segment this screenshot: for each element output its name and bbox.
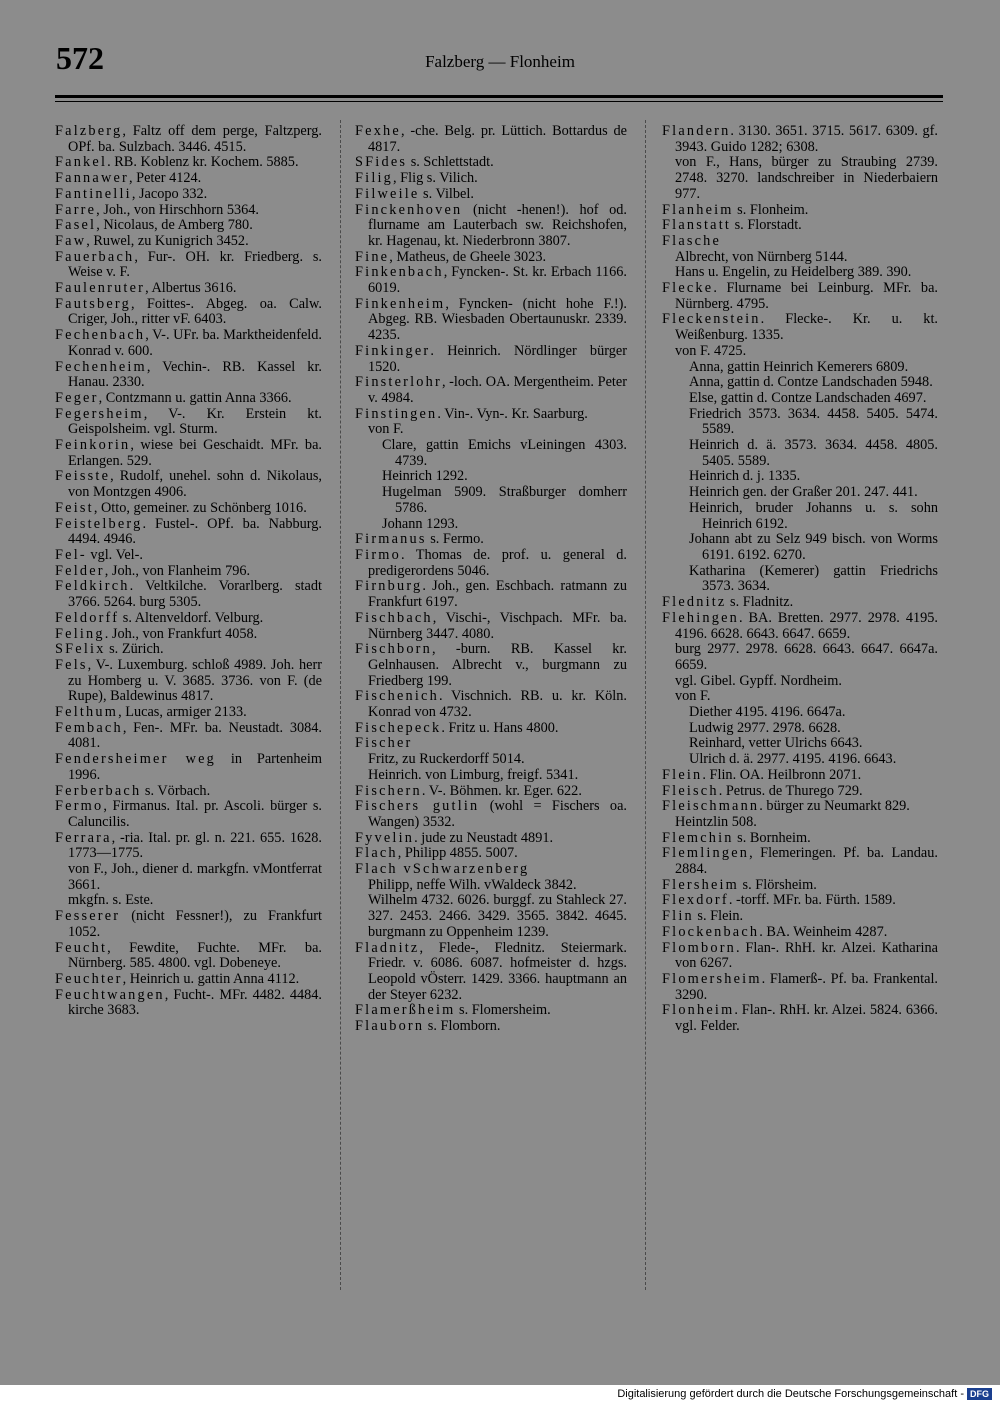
entry-text: . Flan-. RhH. kr. Alzei. 5824. 6366. vgl. Felder.: [675, 1002, 938, 1035]
entry-headword: Feist: [55, 499, 94, 516]
index-entry: [355, 611, 627, 642]
index-entry: [55, 831, 322, 862]
entry-text: s. Flomborn.: [424, 1018, 501, 1035]
entry-text: , Rudolf, unehel. sohn d. Nikolaus, von Montzgen 4906.: [68, 468, 322, 501]
index-subentry: von F., Joh., diener d. markgfn. vMontferrat 3661.: [68, 861, 322, 893]
entry-text: , Flig s. Vilich.: [393, 170, 478, 187]
index-subentry: Ulrich d. ä. 2977. 4195. 4196. 6643.: [689, 751, 897, 768]
index-entry: [662, 846, 938, 877]
index-entry: [55, 752, 322, 783]
entry-text: . 3130. 3651. 3715. 5617. 6309. gf. 3943. Guido 1282; 6308.: [675, 123, 938, 155]
index-subentry: von F., Hans, bürger zu Straubing 2739. 2748. 3270. landschreiber in Niederbaiern 977.: [675, 154, 938, 202]
index-entry: [55, 988, 322, 1019]
entry-text: s. Altenveldorf. Velburg.: [119, 609, 264, 626]
entry-headword: Feistelberg: [55, 515, 143, 532]
entry-text: . bürger zu Neumarkt 829.: [759, 798, 910, 815]
index-entry: [355, 721, 627, 737]
index-entry: [355, 689, 627, 720]
entry-headword: Fine: [355, 248, 390, 265]
entry-text: . Vischnich. RB. u. kr. Köln. Konrad von 4732.: [368, 688, 627, 721]
entry-text: . BA. Bretten. 2977. 2978. 4195. 4196. 6628. 6643. 6647. 6659.: [675, 609, 938, 642]
index-subentry: Friedrich 3573. 3634. 4458. 5405. 5474. 5589.: [689, 405, 938, 438]
entry-text: , Peter 4124.: [128, 170, 202, 187]
entry-headword: Ferrara: [55, 829, 112, 846]
entry-headword: Feuchtwangen: [55, 986, 165, 1003]
entry-headword: Fladnitz: [355, 939, 420, 956]
index-subentry: Albrecht, von Nürnberg 5144.: [675, 248, 848, 265]
entry-text: , Albertus 3616.: [145, 280, 237, 297]
entry-headword: Fleckenstein: [662, 311, 761, 328]
entry-headword: Fautsberg: [55, 295, 131, 312]
index-entry: [355, 784, 627, 800]
entry-headword: Fegersheim: [55, 405, 144, 422]
entry-headword: Faulenruter: [55, 280, 146, 297]
entry-text: . V-. Böhmen. kr. Eger. 622.: [421, 782, 582, 799]
entry-headword: Feger: [55, 389, 99, 406]
entry-text: , Vechin-. RB. Kassel kr. Hanau. 2330.: [68, 358, 322, 391]
entry-text: . BA. Weinheim 4287.: [759, 923, 888, 940]
index-entry: [355, 736, 627, 752]
entry-text: , Heinrich u. gattin Anna 4112.: [122, 970, 300, 987]
index-entry: [355, 155, 627, 171]
entry-text: . Thomas de. prof. u. general d. predigerordens 5046.: [368, 546, 627, 579]
entry-headword: Feuchter: [55, 970, 123, 987]
entry-text: s. Fladnitz.: [726, 594, 794, 611]
entry-headword: Flomborn: [662, 939, 736, 956]
entry-text: . -torff. MFr. ba. Fürth. 1589.: [728, 892, 896, 909]
index-entry: [355, 846, 627, 862]
index-entry: [55, 941, 322, 972]
entry-text: . Flamerß-. Pf. ba. Frankental. 3290.: [675, 970, 938, 1003]
index-entry: [662, 878, 938, 894]
entry-headword: Finkenbach: [355, 264, 444, 281]
index-subentry: Heinrich d. j. 1335.: [689, 468, 801, 485]
entry-text: . Flurname bei Leinburg. MFr. ba. Nürnberg. 4795.: [675, 280, 938, 312]
entry-text: , Flemeringen. Pf. ba. Landau. 2884.: [675, 845, 938, 878]
index-entry: [355, 203, 627, 250]
entry-headword: Fechenheim: [55, 358, 147, 375]
index-column-1: [55, 124, 322, 1019]
index-subentry: Katharina (Kemerer) gattin Friedrichs 3573. 3634.: [689, 562, 938, 595]
index-entry: [55, 972, 322, 988]
entry-headword: Firmanus: [355, 531, 427, 548]
entry-text: . Fritz u. Hans 4800.: [441, 719, 559, 736]
entry-headword: Fexhe: [355, 123, 401, 139]
entry-headword: Flemlingen: [662, 845, 750, 862]
entry-text: s. Florstadt.: [731, 217, 802, 234]
index-subentry: mkgfn. s. Este.: [68, 892, 154, 909]
index-entry: [355, 124, 627, 155]
index-subentry: Philipp, neffe Wilh. vWaldeck 3842.: [368, 876, 577, 893]
entry-text: , Philipp 4855. 5007.: [397, 845, 518, 862]
index-entry: [55, 705, 322, 721]
entry-headword: Flockenbach: [662, 923, 760, 940]
index-entry: [55, 611, 322, 627]
entry-text: , Firmanus. Ital. pr. Ascoli. bürger s. Caluncilis.: [68, 798, 322, 830]
entry-headword: Flandern: [662, 123, 731, 139]
index-entry: [55, 297, 322, 328]
entry-headword: Fauerbach: [55, 248, 135, 265]
entry-headword: Felder: [55, 562, 105, 579]
entry-headword: Ferberbach: [55, 782, 142, 799]
index-subentry: Heintzlin 508.: [675, 813, 757, 830]
entry-text: , Faltz off dem perge, Faltzperg. OPf. ba. Sulzbach. 3446. 4515.: [68, 123, 322, 155]
index-subentry: Johann abt zu Selz 949 bisch. von Worms 6191. 6192. 6270.: [689, 531, 938, 563]
index-entry: [55, 721, 322, 752]
index-subentry: Heinrich, bruder Johanns u. s. sohn Heinrich 6192.: [689, 499, 938, 532]
entry-headword: Fischern: [355, 782, 422, 799]
index-entry: [55, 407, 322, 438]
index-entry: [662, 972, 938, 1003]
entry-headword: Flamerßheim: [355, 1002, 456, 1019]
entry-text: in Partenheim 1996.: [68, 751, 322, 783]
entry-headword: Fasel: [55, 217, 97, 234]
entry-text: vgl. Vel-.: [86, 546, 143, 563]
entry-headword: Firnburg: [355, 578, 423, 595]
entry-text: , -che. Belg. pr. Lüttich. Bottardus de 4817.: [368, 123, 627, 155]
index-entry: [55, 564, 322, 580]
index-subentry: Diether 4195. 4196. 6647a.: [689, 704, 846, 721]
index-entry: [55, 124, 322, 155]
entry-headword: Flin: [662, 908, 694, 925]
index-entry: [55, 203, 322, 219]
entry-text: s. Flonheim.: [733, 201, 809, 218]
entry-text: , Nicolaus, de Amberg 780.: [96, 217, 253, 234]
index-entry: [55, 250, 322, 281]
entry-headword: Flach vSchwarzenberg: [355, 861, 530, 878]
index-subentry: Heinrich gen. der Graßer 201. 247. 441.: [689, 484, 918, 501]
index-entry: [55, 187, 322, 203]
entry-headword: Fischer: [355, 735, 413, 752]
entry-text: . Joh., von Frankfurt 4058.: [104, 625, 258, 642]
entry-text: s. Zürich.: [105, 641, 164, 658]
entry-text: , Fucht-. MFr. 4482. 4484. kirche 3683.: [68, 986, 322, 1019]
entry-text: s. Fermo.: [426, 531, 484, 548]
entry-headword: Fel-: [55, 546, 87, 563]
index-entry: [662, 281, 938, 312]
index-subentry: Else, gattin d. Contze Landschaden 4697.: [689, 389, 927, 406]
index-subentry: vgl. Gibel. Gypff. Nordheim.: [675, 672, 842, 689]
index-entry: [662, 893, 938, 909]
index-subentry: Hugelman 5909. Straßburger domherr 5786.: [382, 484, 627, 516]
index-entry: [355, 941, 627, 1004]
index-entry: [355, 297, 627, 344]
entry-headword: Fankel: [55, 154, 108, 171]
index-subentry: Johann 1293.: [382, 515, 459, 532]
index-entry: [55, 391, 322, 407]
index-entry: [355, 250, 627, 266]
entry-text: s. Bornheim.: [733, 829, 811, 846]
entry-headword: Fannawer: [55, 170, 129, 187]
index-entry: [662, 234, 938, 250]
index-entry: [355, 375, 627, 406]
entry-text: . Veltkilche. Vorarlberg. stadt 3766. 5264. burg 5305.: [68, 578, 322, 611]
entry-text: . Petrus. de Thurego 729.: [718, 782, 863, 799]
index-entry: [662, 799, 938, 815]
index-entry: [355, 548, 627, 579]
index-subentry: Heinrich 1292.: [382, 468, 468, 485]
entry-headword: Flomersheim: [662, 970, 762, 987]
index-entry: [662, 203, 938, 219]
entry-text: . RB. Koblenz kr. Kochem. 5885.: [107, 154, 299, 171]
entry-text: , Fen-. MFr. ba. Neustadt. 3084. 4081.: [68, 719, 322, 752]
entry-headword: Fels: [55, 656, 88, 673]
index-subentry: Anna, gattin Heinrich Kemerers 6809.: [689, 358, 909, 375]
entry-text: (nicht -henen!). hof od. flurname am Lauterbach sw. Reichshofen, kr. Hagenau, kt. Niederbronn 3807.: [368, 201, 627, 249]
index-entry: [55, 627, 322, 643]
index-entry: [662, 218, 938, 234]
index-entry: [662, 784, 938, 800]
column-separator: [645, 120, 646, 1290]
entry-headword: Finsterlohr: [355, 374, 442, 391]
entry-text: , Fewdite, Fuchte. MFr. ba. Nürnberg. 585. 4800. vgl. Dobeneye.: [68, 939, 322, 972]
index-entry: [662, 1003, 938, 1034]
index-subentry: von F. 4725.: [675, 342, 747, 359]
entry-headword: Flexdorf: [662, 892, 729, 909]
index-entry: [55, 360, 322, 391]
index-entry: [55, 579, 322, 610]
dfg-logo: DFG: [967, 1388, 992, 1400]
entry-text: , Matheus, de Gheele 3023.: [389, 248, 547, 265]
entry-headword: Flecke: [662, 280, 714, 297]
index-entry: [55, 234, 322, 250]
index-subentry: von F.: [675, 688, 711, 705]
header-rule-thin: [55, 101, 943, 102]
entry-text: , Fur-. OH. kr. Friedberg. s. Weise v. F.: [68, 248, 322, 281]
index-entry: [662, 909, 938, 925]
index-subentry: von F.: [368, 421, 404, 438]
index-entry: [355, 265, 627, 296]
entry-headword: Fendersheimer weg: [55, 751, 217, 768]
entry-text: , Vischi-, Vischpach. MFr. ba. Nürnberg 3447. 4080.: [368, 609, 627, 642]
index-entry: [55, 799, 322, 830]
index-subentry: Heinrich d. ä. 3573. 3634. 4458. 4805. 5405. 5589.: [689, 437, 938, 469]
index-entry: [55, 281, 322, 297]
index-subentry: burg 2977. 2978. 6628. 6643. 6647. 6647a. 6659.: [675, 641, 938, 673]
entry-text: , Contzmann u. gattin Anna 3366.: [98, 389, 292, 406]
index-entry: [662, 312, 938, 343]
column-separator: [340, 120, 341, 1290]
index-subentry: Hans u. Engelin, zu Heidelberg 389. 390.: [675, 264, 912, 281]
entry-headword: Finstingen: [355, 405, 438, 422]
entry-headword: Fischepeck: [355, 719, 442, 736]
entry-headword: Flach: [355, 845, 398, 862]
entry-text: , V-. Luxemburg. schloß 4989. Joh. herr zu Homberg u. V. 3685. 3736. von F. (de Rupe), Baldewinus 4817.: [68, 656, 322, 705]
index-entry: [55, 155, 322, 171]
entry-text: , Joh., von Hirschhorn 5364.: [96, 201, 259, 218]
entry-headword: Flanheim: [662, 201, 734, 218]
entry-headword: Faw: [55, 232, 87, 249]
page-number: 572: [56, 40, 104, 76]
index-subentry: Clare, gattin Emichs vLeiningen 4303. 4739.: [382, 437, 627, 469]
index-entry: [662, 611, 938, 642]
entry-headword: Flanstatt: [662, 217, 732, 234]
index-entry: [355, 187, 627, 203]
index-entry: [355, 799, 627, 830]
index-entry: [55, 784, 322, 800]
index-subentry: Heinrich. von Limburg, freigf. 5341.: [368, 766, 579, 783]
entry-text: , Ruwel, zu Kunigrich 3452.: [86, 232, 249, 249]
entry-headword: Fischenich: [355, 688, 439, 705]
index-entry: [55, 658, 322, 705]
index-entry: [55, 642, 322, 658]
index-entry: [55, 469, 322, 500]
index-subentry: Reinhard, vetter Ulrichs 6643.: [689, 735, 863, 752]
entry-text: . Heinrich. Nördlinger bürger 1520.: [368, 342, 627, 375]
index-entry: [355, 344, 627, 375]
entry-headword: Fischers gutlin: [355, 798, 480, 815]
index-entry: [662, 768, 938, 784]
entry-headword: Flemchin: [662, 829, 734, 846]
index-subentry: Wilhelm 4732. 6026. burggf. zu Stahleck 27. 327. 2453. 2466. 3429. 3565. 3842. 4645. burgmann zu Oppenheim 1239.: [368, 892, 627, 940]
entry-text: , Flede-, Flednitz. Steiermark. Friedr. v. 6086. 6087. hofmeister d. hzgs. Leopold vÖsterr. 1429. 3366. hauptmann an der Steyer 6232.: [368, 939, 627, 1003]
entry-headword: Finkenheim: [355, 295, 446, 312]
index-column-3: [662, 124, 938, 1035]
entry-text: . jude zu Neustadt 4891.: [414, 829, 554, 846]
entry-headword: Filweile: [355, 185, 420, 202]
index-entry: [662, 831, 938, 847]
footer-credit: [617, 1388, 992, 1400]
index-entry: [662, 595, 938, 611]
index-entry: [55, 438, 322, 469]
index-subentry: Ludwig 2977. 2978. 6628.: [689, 719, 841, 736]
index-entry: [355, 642, 627, 689]
entry-headword: Fischborn: [355, 641, 432, 658]
index-subentry: Fritz, zu Ruckerdorff 5014.: [368, 751, 525, 768]
entry-text: s. Flein.: [693, 908, 744, 925]
header-rule-thick: [55, 95, 943, 98]
entry-headword: Felthum: [55, 704, 119, 721]
entry-text: (wohl = Fischers oa. Wangen) 3532.: [368, 798, 628, 830]
index-entry: [55, 328, 322, 359]
index-entry: [355, 1003, 627, 1019]
entry-text: , Jacopo 332.: [131, 185, 208, 202]
index-entry: [55, 517, 322, 548]
index-entry: [662, 925, 938, 941]
entry-headword: SFides: [355, 154, 408, 171]
entry-headword: Flednitz: [662, 594, 727, 611]
entry-headword: Flasche: [662, 232, 722, 249]
entry-headword: Feling: [55, 625, 105, 642]
entry-text: , wiese bei Geschaidt. MFr. ba. Erlangen. 529.: [68, 437, 322, 469]
index-subentry: Anna, gattin d. Contze Landschaden 5948.: [689, 374, 933, 391]
entry-text: , V-. UFr. ba. Marktheidenfeld. Konrad v. 600.: [68, 327, 322, 359]
entry-headword: Finkinger: [355, 342, 431, 359]
entry-text: s. Schlettstadt.: [407, 154, 494, 171]
entry-headword: Flersheim: [662, 876, 739, 893]
entry-headword: Flein: [662, 766, 703, 783]
index-entry: [55, 909, 322, 940]
entry-headword: Falzberg: [55, 123, 123, 139]
index-entry: [355, 579, 627, 610]
index-entry: [55, 171, 322, 187]
index-column-2: [355, 124, 627, 1035]
entry-headword: Feisste: [55, 468, 111, 485]
entry-text: , Lucas, armiger 2133.: [118, 704, 247, 721]
entry-text: (nicht Fessner!), zu Frankfurt 1052.: [68, 908, 322, 940]
entry-text: . Vin-. Vyn-. Kr. Saarburg.: [437, 405, 588, 422]
entry-headword: Fesserer: [55, 908, 121, 925]
entry-headword: Fantinelli: [55, 185, 132, 202]
entry-headword: Firmo: [355, 546, 401, 563]
footer-text: Digitalisierung gefördert durch die Deutsche Forschungsgemeinschaft -: [617, 1388, 964, 1400]
entry-text: s. Flörsheim.: [738, 876, 817, 893]
entry-text: , Foittes-. Abgeg. oa. Calw. Criger, Joh., ritter vF. 6403.: [68, 295, 322, 328]
entry-headword: SFelix: [55, 641, 106, 658]
entry-text: s. Vilbel.: [419, 185, 474, 202]
entry-headword: Feinkorin: [55, 437, 131, 454]
entry-text: s. Flomersheim.: [455, 1002, 551, 1019]
entry-text: . Flin. OA. Heilbronn 2071.: [702, 766, 862, 783]
entry-text: , V-. Kr. Erstein kt. Geispolsheim. vgl. Sturm.: [68, 405, 322, 438]
entry-text: s. Vörbach.: [141, 782, 211, 799]
entry-headword: Feldkirch: [55, 578, 130, 595]
entry-text: , -ria. Ital. pr. gl. n. 221. 655. 1628. 1773—1775.: [68, 829, 322, 862]
entry-headword: Flauborn: [355, 1018, 425, 1035]
entry-text: , Fyncken- (nicht hohe F.!). Abgeg. RB. Wiesbaden Obertaunuskr. 2339. 4235.: [368, 295, 627, 344]
index-entry: [355, 831, 627, 847]
entry-headword: Fyvelin: [355, 829, 415, 846]
entry-text: , Joh., von Flanheim 796.: [104, 562, 251, 579]
index-entry: [355, 407, 627, 423]
entry-text: . Fustel-. OPf. ba. Nabburg. 4494. 4946.: [68, 515, 322, 548]
entry-text: , Otto, gemeiner. zu Schönberg 1016.: [93, 499, 307, 516]
entry-headword: Fechenbach: [55, 327, 146, 344]
index-entry: [55, 218, 322, 234]
index-entry: [662, 124, 938, 155]
entry-headword: Fleisch: [662, 782, 719, 799]
entry-headword: Farre: [55, 201, 97, 218]
entry-text: , Fyncken-. St. kr. Erbach 1166. 6019.: [368, 264, 627, 297]
index-entry: [355, 862, 627, 878]
entry-headword: Flehingen: [662, 609, 739, 626]
entry-headword: Finckenhoven: [355, 201, 463, 218]
index-entry: [355, 532, 627, 548]
entry-headword: Fischbach: [355, 609, 433, 626]
entry-headword: Feldorff: [55, 609, 120, 626]
entry-headword: Fleischmann: [662, 798, 760, 815]
index-entry: [55, 548, 322, 564]
entry-headword: Flonheim: [662, 1002, 735, 1019]
entry-text: , -loch. OA. Mergentheim. Peter v. 4984.: [368, 374, 627, 406]
entry-headword: Filig: [355, 170, 394, 187]
entry-text: , -burn. RB. Kassel kr. Gelnhausen. Albrecht v., burgmann zu Friedberg 199.: [368, 641, 627, 689]
index-entry: [55, 501, 322, 517]
entry-text: . Flan-. RhH. kr. Alzei. Katharina von 6267.: [675, 939, 938, 972]
entry-text: . Joh., gen. Eschbach. ratmann zu Frankfurt 6197.: [368, 578, 627, 611]
index-entry: [355, 171, 627, 187]
index-entry: [662, 941, 938, 972]
index-entry: [355, 1019, 627, 1035]
entry-text: . Flecke-. Kr. u. kt. Weißenburg. 1335.: [675, 311, 938, 344]
entry-headword: Fembach: [55, 719, 123, 736]
entry-headword: Feucht: [55, 939, 108, 956]
running-head: Falzberg — Flonheim: [425, 52, 575, 71]
entry-headword: Fermo: [55, 798, 104, 815]
